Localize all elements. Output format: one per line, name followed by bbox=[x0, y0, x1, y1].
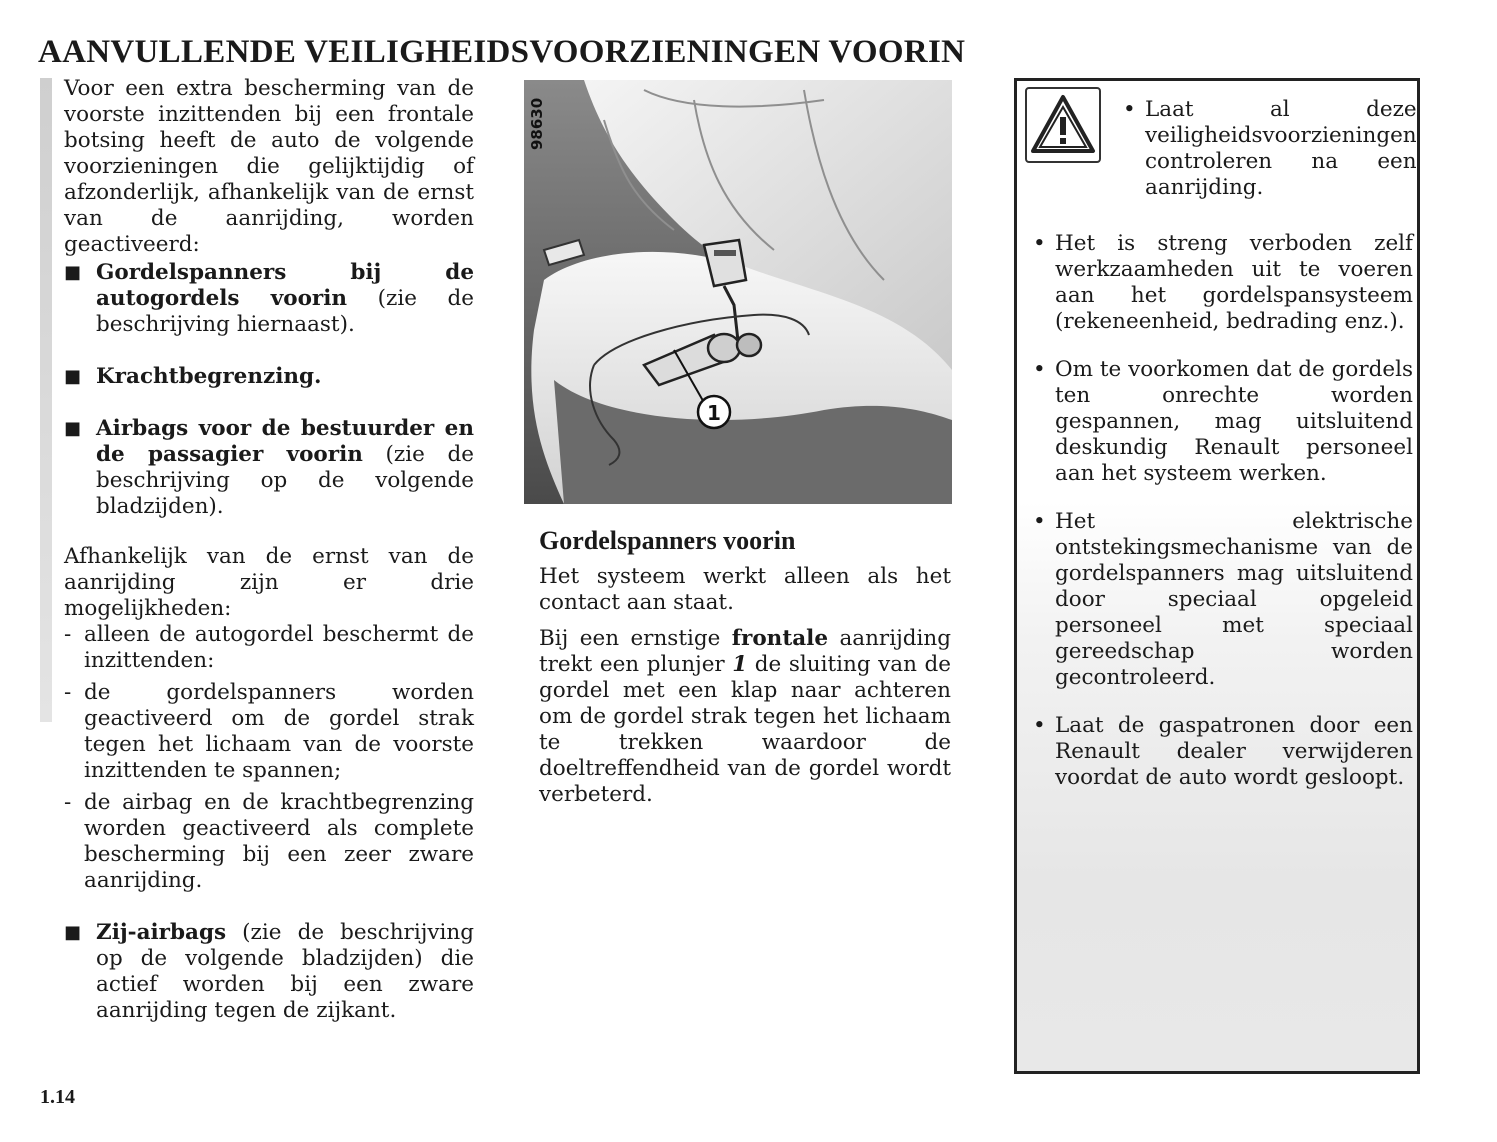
list-item bbox=[1033, 509, 1413, 691]
paragraph-1: Het systeem werkt alleen als het contact aan staat. bbox=[539, 564, 951, 615]
list-item bbox=[64, 416, 474, 520]
figure-code: 98630 bbox=[528, 97, 546, 151]
section-heading: Gordelspanners voorin bbox=[539, 526, 796, 555]
bullet-bold: Airbags voor de bestuurder en de passagier voorin bbox=[96, 416, 474, 467]
page-number: 1.14 bbox=[40, 1086, 75, 1108]
square-bullet-icon: ■ bbox=[64, 366, 82, 387]
callout-number: 1 bbox=[707, 401, 721, 425]
middle-column bbox=[539, 524, 951, 818]
square-bullet-icon: ■ bbox=[64, 922, 82, 943]
list-item bbox=[1033, 713, 1413, 791]
left-column bbox=[64, 76, 474, 1024]
dash-text: alleen de autogordel beschermt de inzittenden: bbox=[84, 622, 474, 673]
dash-marker: - bbox=[64, 790, 72, 815]
warning-text: Om te voorkomen dat de gordels ten onrechte worden gespannen, mag uitsluitend deskundig Renault personeel aan het systeem werken. bbox=[1055, 357, 1413, 486]
square-bullet-icon: ■ bbox=[64, 262, 82, 283]
list-item bbox=[64, 790, 474, 894]
warning-text: Het elektrische ontstekingsmechanisme van de gordelspanners mag uitsluitend door speciaal opgeleid personeel met speciaal gereedschap worden gecontroleerd. bbox=[1055, 509, 1413, 690]
list-item bbox=[1033, 231, 1413, 335]
seat-illustration-svg bbox=[524, 80, 952, 504]
dash-text: de airbag en de krachtbegrenzing worden geactiveerd als complete bescherming bij een zeer zware aanrijding. bbox=[84, 790, 474, 893]
warning-text: Het is streng verboden zelf werkzaamheden uit te voeren aan het gordelspansysteem (rekeneenheid, bedrading enz.). bbox=[1055, 231, 1413, 334]
bullet-bold: Zij-airbags bbox=[96, 920, 227, 945]
bullet-text: (zie de beschrijving op de volgende bladzijden). bbox=[96, 442, 474, 519]
warning-text: Laat de gaspatronen door een Renault dealer verwijderen voordat de auto wordt gesloopt. bbox=[1055, 713, 1413, 790]
dot-marker: • bbox=[1033, 357, 1046, 382]
list-item bbox=[1033, 357, 1413, 487]
dot-marker: • bbox=[1123, 97, 1136, 122]
list-item bbox=[64, 920, 474, 1024]
dash-marker: - bbox=[64, 680, 72, 705]
p2-part: de sluiting van de gordel met een klap naar achteren om de gordel strak tegen het lichaam te trekken waardoor de doeltreffendheid van de gordel wordt verbeterd. bbox=[539, 652, 951, 807]
p2-ref: 1 bbox=[732, 652, 748, 677]
paragraph-2 bbox=[539, 626, 951, 808]
warning-list bbox=[1033, 97, 1417, 813]
bullet-text: (zie de beschrijving op de volgende bladzijden) die actief worden bij een zware aanrijding tegen de zijkant. bbox=[96, 920, 474, 1023]
dash-text: de gordelspanners worden geactiveerd om de gordel strak tegen het lichaam van de voorste inzittenden te spannen; bbox=[84, 680, 474, 783]
p2-bold: frontale bbox=[731, 626, 829, 651]
square-bullet-icon: ■ bbox=[64, 418, 82, 439]
list-item bbox=[1123, 97, 1417, 201]
p2-part: aanrijding trekt een plunjer bbox=[539, 626, 951, 677]
page-title: AANVULLENDE VEILIGHEIDSVOORZIENINGEN VOORIN bbox=[38, 34, 966, 70]
bullet-bold: Krachtbegrenzing. bbox=[96, 364, 322, 389]
list-item bbox=[64, 680, 474, 784]
dash-marker: - bbox=[64, 622, 72, 647]
p2-part: Bij een ernstige bbox=[539, 626, 732, 651]
bullet-bold: Gordelspanners bij de autogordels voorin bbox=[96, 260, 474, 311]
list-item bbox=[64, 622, 474, 674]
margin-bar bbox=[40, 78, 52, 722]
warning-box bbox=[1014, 78, 1420, 1074]
seat-belt-illustration bbox=[524, 80, 952, 504]
warning-text: Laat al deze veiligheidsvoorzieningen controleren na een aanrijding. bbox=[1145, 97, 1417, 200]
intro-text: Voor een extra bescherming van de voorste inzittenden bij een frontale botsing heeft de auto de volgende voorzieningen die gelijktijdig of afzonderlijk, afhankelijk van de ernst van de aanrijding, worden geactiveerd: bbox=[64, 76, 474, 257]
dot-marker: • bbox=[1033, 509, 1046, 534]
list-item bbox=[64, 260, 474, 338]
dot-marker: • bbox=[1033, 231, 1046, 256]
list-item bbox=[64, 364, 474, 390]
dot-marker: • bbox=[1033, 713, 1046, 738]
severity-intro: Afhankelijk van de ernst van de aanrijding zijn er drie mogelijkheden: bbox=[64, 544, 474, 621]
bullet-text: (zie de beschrijving hiernaast). bbox=[96, 286, 474, 337]
